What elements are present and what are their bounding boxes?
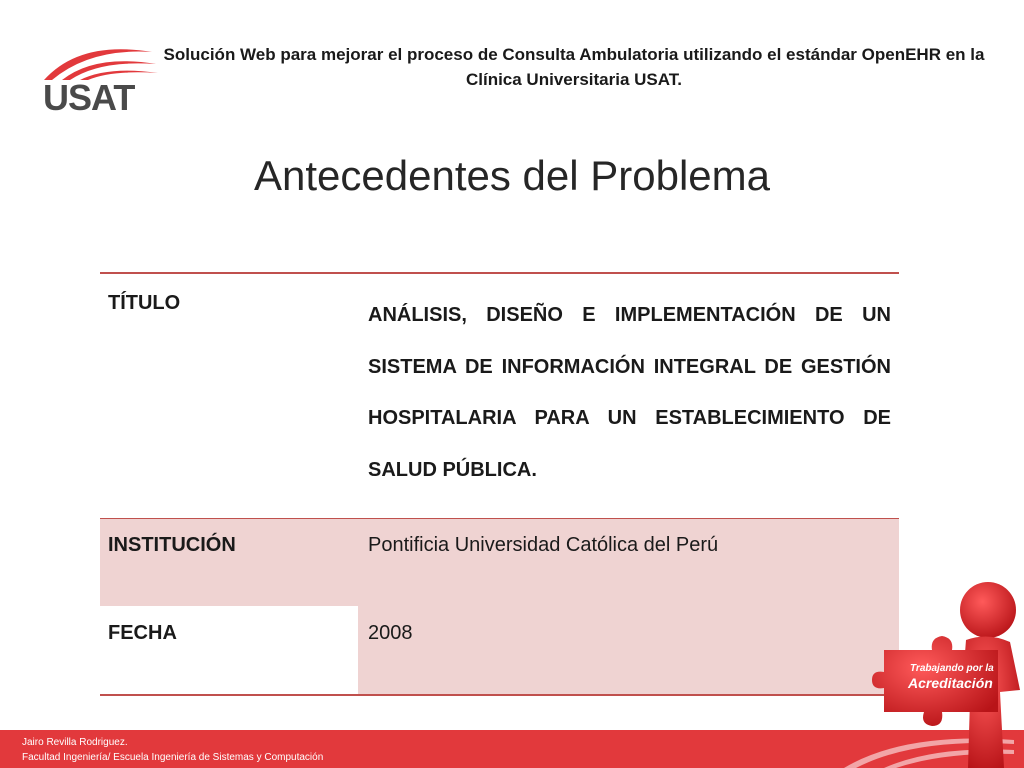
accreditation-badge bbox=[870, 580, 1024, 768]
row-value: 2008 bbox=[358, 606, 899, 695]
info-table bbox=[100, 272, 899, 696]
footer-faculty: Facultad Ingeniería/ Escuela Ingeniería de Sistemas y Computación bbox=[22, 752, 324, 763]
slide-title: Antecedentes del Problema bbox=[254, 152, 770, 199]
accreditation-line2: Acreditación bbox=[908, 675, 993, 691]
row-value: ANÁLISIS, DISEÑO E IMPLEMENTACIÓN DE UN SISTEMA DE INFORMACIÓN INTEGRAL DE GESTIÓN HOSPITALARIA PARA UN ESTABLECIMIENTO DE SALUD PÚBLICA. bbox=[358, 273, 899, 519]
row-value: Pontificia Universidad Católica del Perú bbox=[358, 519, 899, 607]
footer-author: Jairo Revilla Rodriguez. bbox=[22, 737, 128, 748]
usat-swoosh-logo-icon bbox=[40, 40, 160, 80]
table-row bbox=[100, 519, 899, 607]
table-row bbox=[100, 606, 899, 695]
header-title: Solución Web para mejorar el proceso de Consulta Ambulatoria utilizando el estándar OpenEHR en la Clínica Universitaria USAT. bbox=[163, 45, 985, 89]
table-row bbox=[100, 273, 899, 519]
row-label: FECHA bbox=[100, 606, 358, 695]
logo-text: USAT bbox=[43, 77, 135, 118]
accreditation-line1: Trabajando por la bbox=[910, 663, 994, 674]
row-label: TÍTULO bbox=[100, 273, 358, 519]
usat-logo bbox=[40, 40, 160, 120]
puzzle-person-icon bbox=[870, 580, 1024, 768]
row-label: INSTITUCIÓN bbox=[100, 519, 358, 607]
